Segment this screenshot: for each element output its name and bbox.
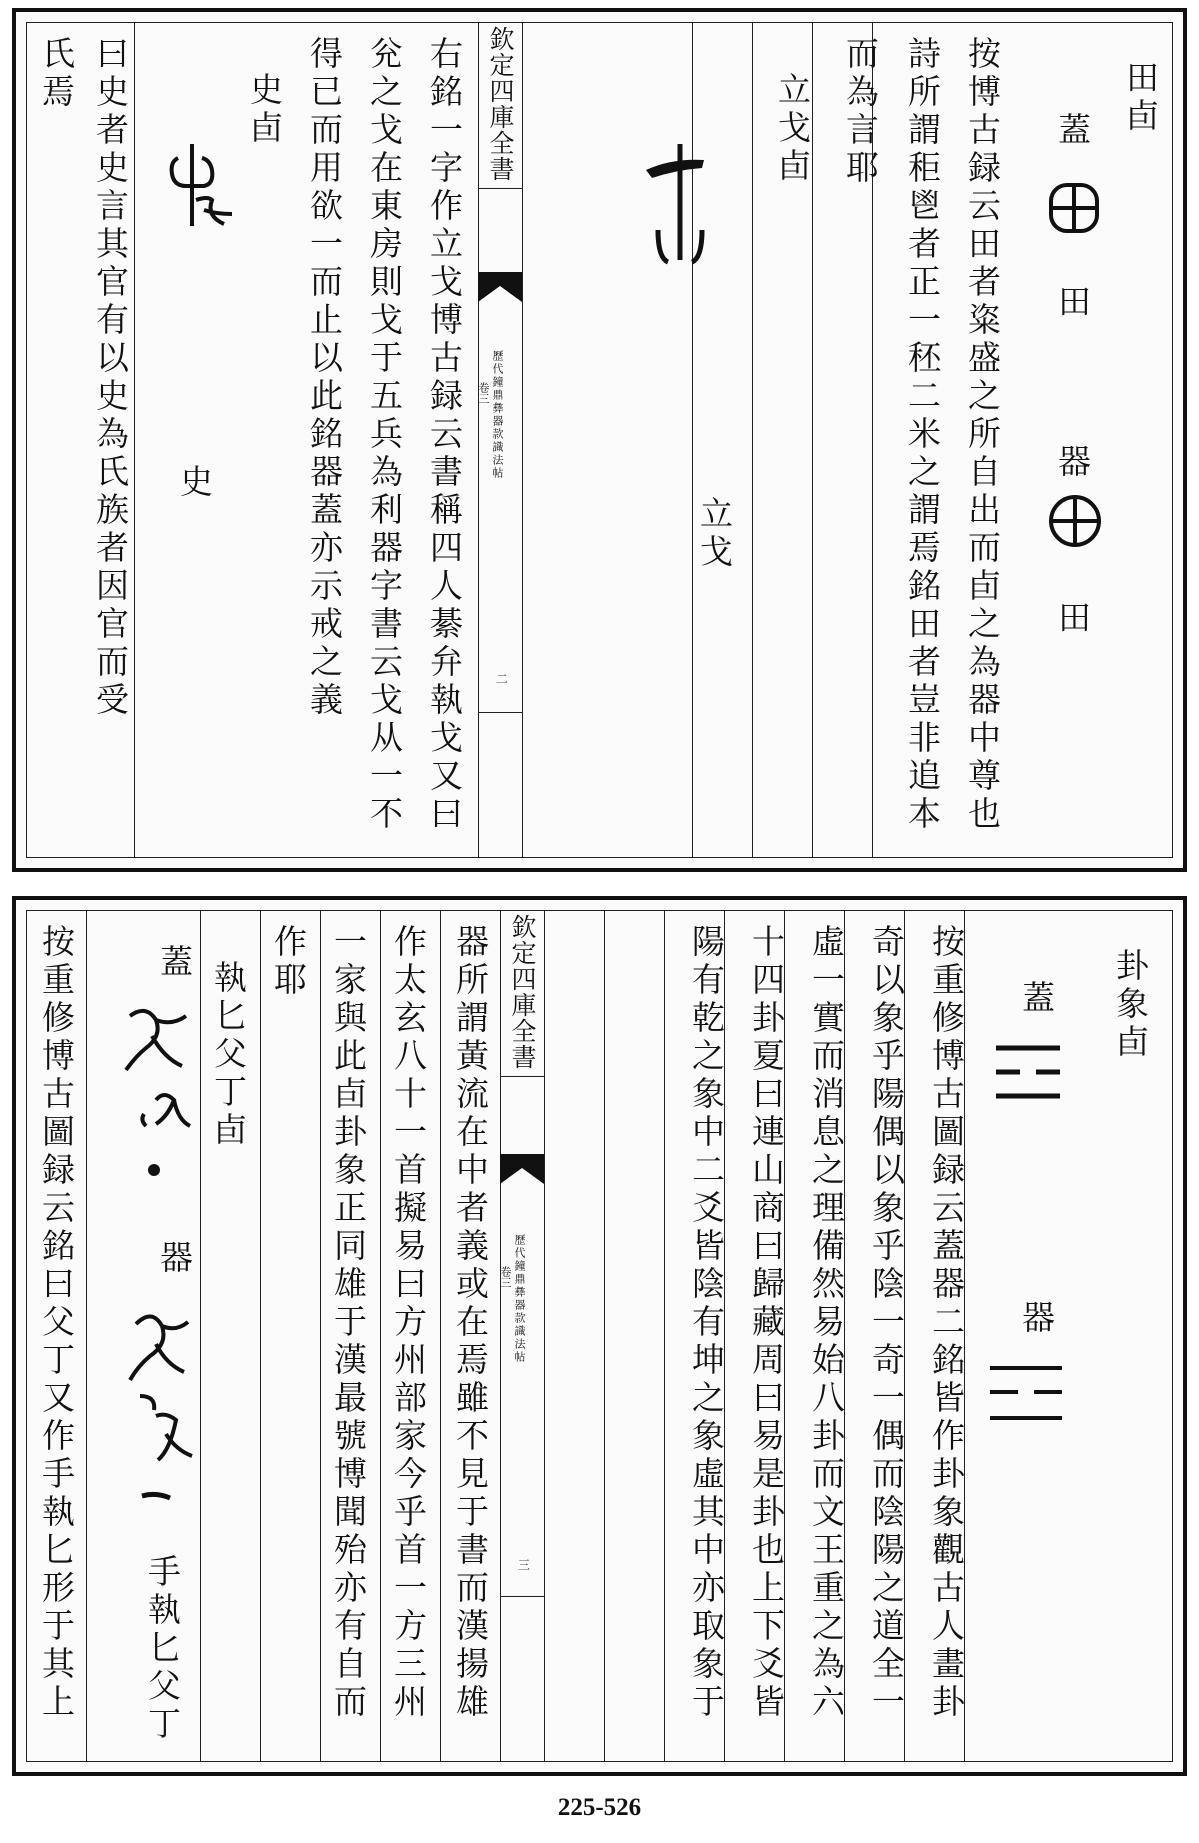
column-rule <box>522 22 523 858</box>
gai-label: 蓋 <box>155 944 194 982</box>
commentary-column: 陽有乾之象中二爻皆陰有坤之象虛其中亦取象于 <box>687 924 726 1722</box>
trigram-glyph <box>992 1040 1064 1104</box>
band-info: 歷代鐘鼎彝器款識法帖 <box>513 1234 526 1364</box>
column-rule <box>380 910 381 1762</box>
commentary-column: 一家與此卣卦象正同雄于漢最號博聞殆亦有自而 <box>329 924 368 1722</box>
column-rule <box>752 22 753 858</box>
commentary-column: 虛一實而消息之理備然易始八卦而文王重之為六 <box>807 924 846 1722</box>
column-rule <box>812 22 813 858</box>
column-rule <box>544 910 545 1762</box>
band-title: 欽定四庫全書 <box>478 26 522 189</box>
tian-glyph <box>1046 492 1104 550</box>
qi-label: 器 <box>1017 1300 1056 1338</box>
band-page-number: 二 <box>496 672 509 686</box>
center-band <box>478 22 522 858</box>
top-page <box>12 8 1187 872</box>
gai-label: 蓋 <box>1017 980 1056 1018</box>
column-rule <box>200 910 201 1762</box>
tian-glyph <box>1046 180 1102 236</box>
commentary-column: 按重修博古圖録云銘曰父丁又作手執匕形于其上 <box>37 924 76 1722</box>
commentary-column: 兊之戈在東房則戈于五兵為利器字書云戈从一不 <box>365 36 404 834</box>
tian-reading: 田 <box>1053 600 1092 638</box>
commentary-column: 右銘一字作立戈博古録云書稱四人綦弁執戈又曰 <box>425 36 464 834</box>
fishtail-mark <box>500 1154 544 1194</box>
trigram-glyph <box>986 1360 1066 1426</box>
zhiyou-title: 執匕父丁卣 <box>209 960 248 1150</box>
guaxiang-title: 卦象卣 <box>1111 948 1150 1062</box>
zhi-reading: 手執匕父丁 <box>143 1554 182 1744</box>
folio-number: 225-526 <box>557 1794 642 1821</box>
band-title: 欽定四庫全書 <box>500 914 544 1077</box>
center-band <box>500 910 544 1762</box>
shiyou-title: 史卣 <box>245 72 284 148</box>
commentary-column: 作耶 <box>269 924 308 1000</box>
liyou-title: 立戈卣 <box>773 72 812 186</box>
tianyou-title: 田卣 <box>1121 60 1160 136</box>
column-rule <box>320 910 321 1762</box>
commentary-column: 詩所謂秬鬯者正一秠二米之謂焉銘田者豈非追本 <box>903 36 942 834</box>
commentary-column: 按重修博古圖録云蓋器二銘皆作卦象觀古人畫卦 <box>927 924 966 1722</box>
fishtail-mark <box>478 272 522 312</box>
qi-label: 器 <box>155 1240 194 1278</box>
tian-reading: 田 <box>1053 284 1092 322</box>
zhi-glyph <box>116 996 196 1226</box>
commentary-column: 得已而用欲一而止以此銘器蓋亦示戒之義 <box>305 36 344 720</box>
commentary-column: 奇以象乎陽偶以象乎陰一奇一偶而陰陽之道全一 <box>867 924 906 1722</box>
column-rule <box>440 910 441 1762</box>
li-ge-reading: 立戈 <box>695 496 734 572</box>
commentary-column: 器所謂黃流在中者義或在焉雖不見于書而漢揚雄 <box>451 924 490 1722</box>
shi-glyph <box>164 140 236 232</box>
column-rule <box>604 910 605 1762</box>
column-rule <box>664 910 665 1762</box>
band-info: 歷代鐘鼎彝器款識法帖 <box>491 350 504 480</box>
commentary-column: 氏焉 <box>37 36 76 112</box>
band-page-number: 三 <box>518 1558 531 1572</box>
column-rule <box>260 910 261 1762</box>
bottom-page <box>12 896 1187 1776</box>
band-volume: 卷三 <box>477 382 490 404</box>
band-rule <box>500 1596 544 1597</box>
commentary-column: 作太玄八十一首擬易曰方州部家今乎首一方三州 <box>389 924 428 1722</box>
band-volume: 卷三 <box>499 1266 512 1288</box>
band-rule <box>478 712 522 713</box>
inner-frame <box>26 910 1173 1762</box>
commentary-column: 而為言耶 <box>841 36 880 188</box>
zhi-glyph <box>116 1300 196 1540</box>
qi-label: 器 <box>1053 444 1092 482</box>
shi-reading: 史 <box>175 464 214 502</box>
commentary-column: 十四卦夏曰連山商曰歸藏周曰易是卦也上下爻皆 <box>747 924 786 1722</box>
column-rule <box>86 910 87 1762</box>
gai-label: 蓋 <box>1053 112 1092 150</box>
column-rule <box>134 22 135 858</box>
li-ge-glyph <box>642 140 714 270</box>
commentary-column: 按博古録云田者粢盛之所自出而卣之為器中尊也 <box>963 36 1002 834</box>
commentary-column: 曰史者史言其官有以史為氏族者因官而受 <box>91 36 130 720</box>
